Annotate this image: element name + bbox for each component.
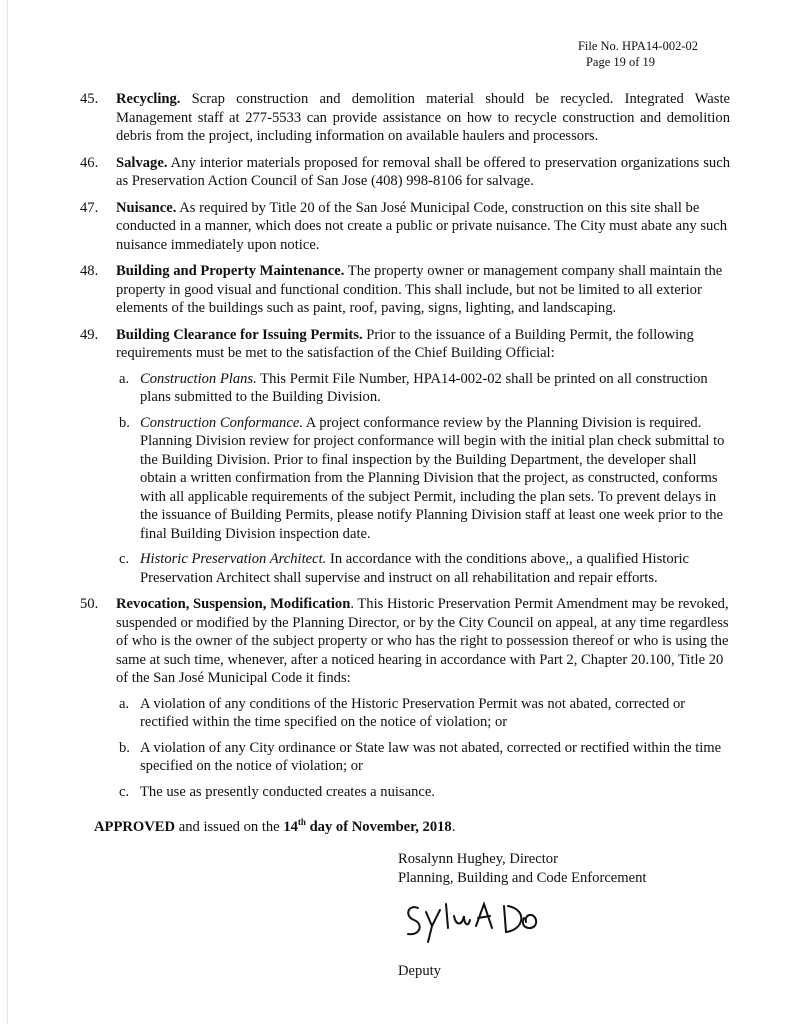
scan-edge-line [7,0,8,1024]
handwritten-signature [398,890,558,950]
subcondition-text: This Permit File Number, HPA14-002-02 shall be printed on all construction plans submitted to the Building Division. [140,370,708,405]
subcondition-49a [116,370,730,407]
subcondition-letter: a. [119,370,130,387]
condition-title: Salvage. [116,154,168,171]
condition-number: 47. [80,199,99,216]
approval-date [283,819,451,835]
condition-46 [80,154,730,191]
approved-label: APPROVED [94,819,176,835]
subcondition-text: A violation of any City ordinance or State law was not abated, corrected or rectified within the time specified on the notice of violation; or [140,739,722,774]
condition-number: 45. [80,91,99,107]
subcondition-text: The use as presently conducted creates a nuisance. [140,783,435,800]
approval-end: . [451,819,456,835]
subcondition-title: Historic Preservation Architect. [140,551,327,567]
subcondition-letter: b. [119,739,130,756]
condition-title: Revocation, Suspension, Modification [116,596,351,612]
subcondition-letter: b. [119,414,130,431]
subcondition-50b [116,739,730,776]
approval-day-suffix: th [297,817,306,827]
condition-49 [80,326,730,588]
condition-47 [80,199,730,255]
condition-text: Prior to the issuance of a Building Permit, the following requirements must be met to the satisfaction of the Chief Building Official: [116,326,694,361]
approval-statement [94,818,455,837]
subcondition-49c [116,550,730,587]
signer-role: Deputy [398,963,441,979]
condition-50 [80,595,730,801]
subcondition-text: A project conformance review by the Planning Division is required. Planning Division review for project conformance will begin with the initial plan check submittal to the Building Division. Prior to final inspection by the Building Department, the developer shall obtain a written confirmation from the Planning Division that the project, as constructed, conforms with all applicable requirements of the subject Permit, including the plan sets. To prevent delays in the issuance of Building Permits, please notify Planning Division staff at least one week prior to the final Building Division inspection date. [140,414,725,542]
page-header [578,38,698,70]
subcondition-text: In accordance with the conditions above,, a qualified Historic Preservation Architect shall supervise and instruct on all rehabilitation and repair efforts. [140,551,690,586]
subcondition-50a [116,695,730,732]
subcondition-49b [116,414,730,544]
signer-block [398,850,646,888]
subcondition-letter: c. [119,551,130,567]
condition-number: 50. [80,596,99,612]
condition-number: 46. [80,154,99,171]
conditions-list [80,90,730,809]
condition-number: 48. [80,263,99,279]
signer-name: Rosalynn Hughey, Director [398,851,558,867]
condition-text: As required by Title 20 of the San José Municipal Code, construction on this site shall be conducted in a manner, which does not create a public or private nuisance. The City must abate any such nuisance immediately upon notice. [116,199,728,253]
condition-number: 49. [80,326,99,343]
condition-text: The property owner or management company shall maintain the property in good visual and functional condition. This shall include, but not be limited to all exterior elements of the buildings such as paint, roof, paving, signs, lighting, and landscaping. [116,263,723,316]
approval-day: 14 [283,819,298,835]
condition-title: Building and Property Maintenance. [116,263,345,279]
condition-title: Nuisance. [116,199,177,216]
subcondition-50c [116,783,730,802]
subcondition-text: A violation of any conditions of the Historic Preservation Permit was not abated, corrected or rectified within the time specified on the notice of violation; or [140,695,686,730]
condition-text: Scrap construction and demolition material should be recycled. Integrated Waste Management staff at 277-5533 can provide assistance on how to recycle construction and demolition debris from the project, including information on available haulers and processors. [116,91,730,144]
condition-text: . This Historic Preservation Permit Amendment may be revoked, suspended or modified by the Planning Director, or by the City Council on appeal, at any time regardless of who is the owner of the subject property or who has the right to possession thereof or who is using the same at such time, whenever, after a noticed hearing in accordance with Part 2, Chapter 20.100, Title 20 of the San José Municipal Code it finds: [116,596,729,686]
file-number: File No. HPA14-002-02 [577,39,698,53]
approval-mid: and issued on the [175,819,284,835]
approval-date-rest: day of November, 2018 [305,819,452,835]
subcondition-letter: a. [119,695,130,712]
condition-45 [80,90,730,146]
subcondition-title: Construction Conformance. [140,414,303,431]
condition-title: Building Clearance for Issuing Permits. [116,326,363,343]
subcondition-title: Construction Plans. [140,370,257,387]
condition-48 [80,262,730,318]
signer-department: Planning, Building and Code Enforcement [398,870,647,886]
condition-text: Any interior materials proposed for removal shall be offered to preservation organizations such as Preservation Action Council of San Jose (408) 998-8106 for salvage. [116,154,730,189]
subcondition-letter: c. [119,783,130,800]
condition-title: Recycling. [116,91,181,107]
page-number: Page 19 of 19 [585,55,656,69]
